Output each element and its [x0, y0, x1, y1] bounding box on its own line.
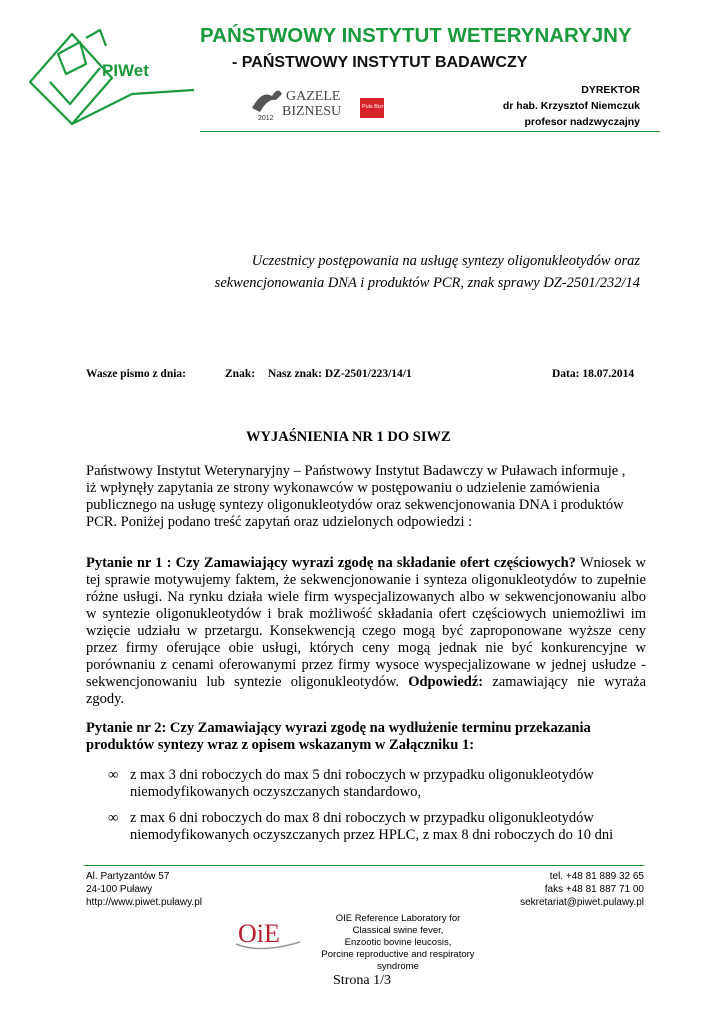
intro-line: Państwowy Instytut Weterynaryjny – Państwowy Instytut Badawczy w Puławach informuje ,	[86, 463, 626, 479]
fax: faks +48 81 887 71 00	[544, 884, 644, 895]
q2-bullet-item: ∞ z max 6 dni roboczych do max 8 dni roboczych w przypadku oligonukleotydów niemodyfikowanych oczyszczanych przez HPLC, z max 8 dni roboczych do 10 dni	[108, 810, 614, 843]
q2-question-line: Pytanie nr 2: Czy Zamawiający wyrazi zgodę na wydłużenie terminu przekazania	[86, 720, 591, 736]
email-link[interactable]: sekretariat@piwet.pulawy.pl	[520, 897, 644, 908]
q1-line: zgody.	[86, 691, 125, 707]
footer-contact	[520, 870, 644, 909]
q1-line: w syntezie oligonukleotydów i brak możliwość składania ofert częściowych uniemożliwi im	[86, 606, 646, 622]
footer-address	[86, 870, 202, 909]
svg-text:2012: 2012	[258, 115, 274, 122]
document-heading: WYJAŚNIENIA NR 1 DO SIWZ	[246, 429, 451, 445]
q2-question-line: produktów syntezy wraz z opisem wskazanym w Załączniku 1:	[86, 737, 475, 753]
q1-line: przez firmy oferujące obie usługi, których ceny mogą jednak nie być konkurencyjne w	[86, 640, 646, 656]
oie-reference-text: OIE Reference Laboratory for Classical swine fever, Enzootic bovine leucosis, Porcine reproductive and respiratory syndrome	[321, 913, 475, 972]
ref-label: Znak:	[225, 368, 256, 380]
q1-line: różne usługi. Na rynku działa wiele firm wyspecjalizowanych albo w sekwencjonowaniu albo	[86, 589, 646, 605]
svg-text:GAZELE: GAZELE	[286, 89, 341, 104]
intro-line: iż wpłynęły zapytania ze strony wykonawców w postępowaniu o udzielenie zamówienia	[86, 480, 600, 496]
page-number: Strona 1/3	[333, 973, 391, 988]
address-street: Al. Partyzantów 57	[86, 871, 170, 882]
footer-divider	[84, 865, 644, 866]
q1-answer-label: Odpowiedź:	[408, 674, 484, 690]
intro-paragraph	[86, 463, 646, 531]
q1-line: porównaniu z cenami oferowanymi przez firmy wysoce wyspecjalizowane w jednej usłudze -	[86, 657, 646, 673]
addressee-line: sekwencjonowania DNA i produktów PCR, znak sprawy DZ-2501/232/14	[214, 275, 640, 291]
intro-line: PCR. Poniżej podano treść zapytań oraz udzielonych odpowiedzi :	[86, 514, 473, 530]
our-reference: Nasz znak: DZ-2501/223/14/1	[268, 368, 412, 380]
gazele-biznesu-award	[248, 82, 394, 122]
oie-logo	[230, 914, 310, 954]
institute-subtitle: - PAŃSTWOWY INSTYTUT BADAWCZY	[232, 54, 528, 71]
q2-bullet-item: ∞ z max 3 dni roboczych do max 5 dni roboczych w przypadku oligonukleotydów niemodyfikowanych oczyszczanych standardowo,	[108, 767, 594, 800]
question-1	[86, 555, 646, 708]
director-block	[503, 82, 640, 130]
q1-first-line	[86, 555, 646, 572]
address-city: 24-100 Puławy	[86, 884, 153, 895]
document-date: Data: 18.07.2014	[552, 368, 635, 380]
director-name: dr hab. Krzysztof Niemczuk	[502, 100, 640, 112]
website-link[interactable]: http://www.piwet.pulawy.pl	[86, 897, 202, 908]
header-divider	[200, 131, 660, 132]
phone: tel. +48 81 889 32 65	[549, 871, 644, 882]
q1-line: tej sprawie motywujemy faktem, że sekwencjonowanie i synteza oligonukleotydów to zupełnie	[86, 572, 646, 588]
intro-line: publicznego na usługę syntezy oligonukleotydów oraz sekwencjonowania DNA i produktów	[86, 497, 624, 513]
addressee-line: Uczestnicy postępowania na usługę syntezy oligonukleotydów oraz	[251, 253, 640, 269]
institute-title: PAŃSTWOWY INSTYTUT WETERYNARYJNY	[200, 24, 632, 47]
q1-question: Pytanie nr 1 : Czy Zamawiający wyrazi zgodę na składanie ofert częściowych?	[86, 555, 576, 571]
puls-biznesu-badge: Puls Biznesu	[362, 104, 394, 110]
q1-answer-text: zamawiający nie wyraża	[483, 674, 647, 690]
logo-text: PIWet	[102, 61, 149, 80]
piwet-logo	[22, 24, 202, 134]
your-letter-label: Wasze pismo z dnia:	[86, 368, 186, 380]
director-title: DYREKTOR	[581, 84, 640, 96]
infinity-bullet-icon: ∞	[108, 810, 119, 826]
svg-text:OiE: OiE	[238, 919, 280, 948]
question-2	[86, 720, 646, 754]
q1-answer-line: sekwencjonowaniu lub syntezie oligonukleotydów. Odpowiedź: zamawiający nie wyraża	[86, 674, 647, 690]
infinity-bullet-icon: ∞	[108, 767, 119, 783]
addressee	[215, 250, 640, 294]
q1-line: wzięcie udziału w przetargu. Konsekwencją czego mogą być zaproponowane wyższe ceny	[86, 623, 646, 639]
director-rank: profesor nadzwyczajny	[524, 116, 640, 128]
svg-text:BIZNESU: BIZNESU	[282, 104, 342, 119]
q1-first-line-rest: Wniosek w	[575, 555, 646, 571]
